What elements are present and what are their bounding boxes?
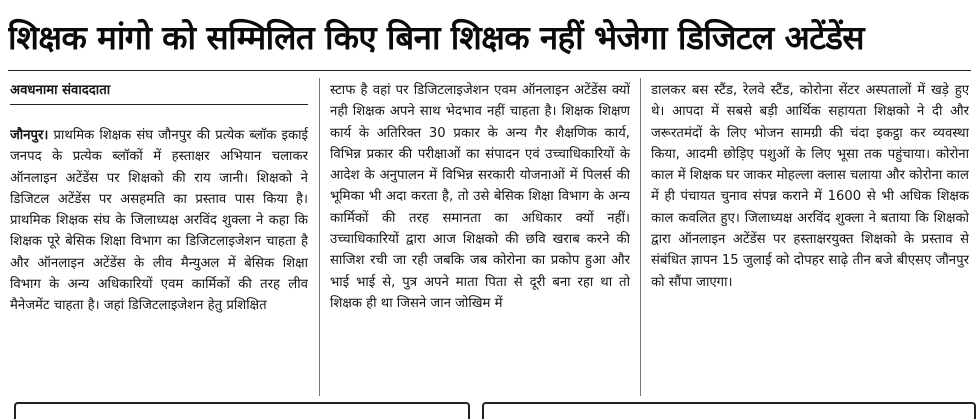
- column-divider: [640, 78, 641, 396]
- article-column-2: [330, 80, 630, 396]
- byline: अवधनामा संवाददाता: [10, 80, 308, 105]
- headline: शिक्षक मांगो को सम्मिलित किए बिना शिक्षक नहीं भेजेगा डिजिटल अटेंडेंस: [8, 18, 864, 57]
- next-article-box-right: [482, 402, 976, 419]
- column-divider: [319, 78, 320, 396]
- column-2-text: स्टाफ है वहां पर डिजिटलाइजेशन एवम ऑनलाइन अटेंडेंस क्यों नही शिक्षक अपने साथ भेदभाव नहीं चाहता है। शिक्षक शिक्षण कार्य के अतिरिक्त 30 प्रकार के अन्य गैर शैक्षणिक कार्य, विभिन्न प्रकार की परीक्षाओं का संपादन एवं उच्चाधिकारियों के आदेश के अनुपालन में विभिन्न सरकारी योजनाओं में पिलर्स की भूमिका भी अदा करता है, तो उसे बेसिक शिक्षा विभाग के अन्य कार्मिकों की तरह समानता का अधिकार क्यों नहीं। उच्चाधिकारियों द्वारा आज शिक्षको की छवि खराब करने की साजिश रची जा रही जबकि जब कोरोना का प्रकोप हुआ और भाई भाई से, पुत्र अपने माता पिता से दूरी बना रहा था तो शिक्षक ही था जिसने जान जोखिम में: [330, 83, 630, 311]
- article-column-3: [651, 80, 969, 396]
- column-3-text: डालकर बस स्टैंड, रेलवे स्टैंड, कोरोना सेंटर अस्पतालों में खड़े हुए थे। आपदा में सबसे बड़ी आर्थिक सहायता शिक्षको ने दी और जरूरतमंदों के लिए भोजन सामग्री की चंदा इकट्ठा कर व्यवस्था किया, आदमी छोड़िए पशुओं के लिए भूसा तक पहुंचाया। कोरोना काल में शिक्षक घर जाकर मोहल्ला क्लास चलाया और कोरोना काल में ही पंचायत चुनाव संपन्न कराने में 1600 से भी अधिक शिक्षक काल कवलित हुए। जिलाध्यक्ष अरविंद शुक्ला ने बताया कि शिक्षको द्वारा ऑनलाइन अटेंडेंस पर हस्ताक्षरयुक्त शिक्षको के प्रस्ताव से संबंधित ज्ञापन 15 जुलाई को दोपहर साढ़े तीन बजे बीएसए जौनपुर को सौंपा जाएगा।: [651, 83, 969, 290]
- headline-rule: [8, 70, 971, 71]
- column-1-text: प्राथमिक शिक्षक संघ जौनपुर की प्रत्येक ब्लॉक इकाई जनपद के प्रत्येक ब्लॉकों में हस्ताक्षर अभियान चलाकर ऑनलाइन अटेंडेंस पर शिक्षको की राय जानी। शिक्षको ने डिजिटल अटेंडेंस पर असहमति का प्रस्ताव पास किया है। प्राथमिक शिक्षक संघ के जिलाध्यक्ष अरविंद शुक्ला ने कहा कि शिक्षक पूरे बेसिक शिक्षा विभाग का डिजिटलाइजेशन चाहता है और ऑनलाइन अटेंडेंस के लीव मैन्युअल में बेसिक शिक्षा विभाग के अन्य अधिकारियों एवम कार्मिकों की तरह लीव मैनेजमेंट चाहता है। जहां डिजिटलाइजेशन हेतु प्रशिक्षित: [10, 128, 308, 314]
- next-article-box-left: [14, 402, 470, 419]
- article-column-1: [10, 80, 308, 396]
- next-article-strip: [0, 398, 979, 419]
- dateline: जौनपुर।: [10, 128, 49, 143]
- column-1-paragraph: [10, 125, 308, 317]
